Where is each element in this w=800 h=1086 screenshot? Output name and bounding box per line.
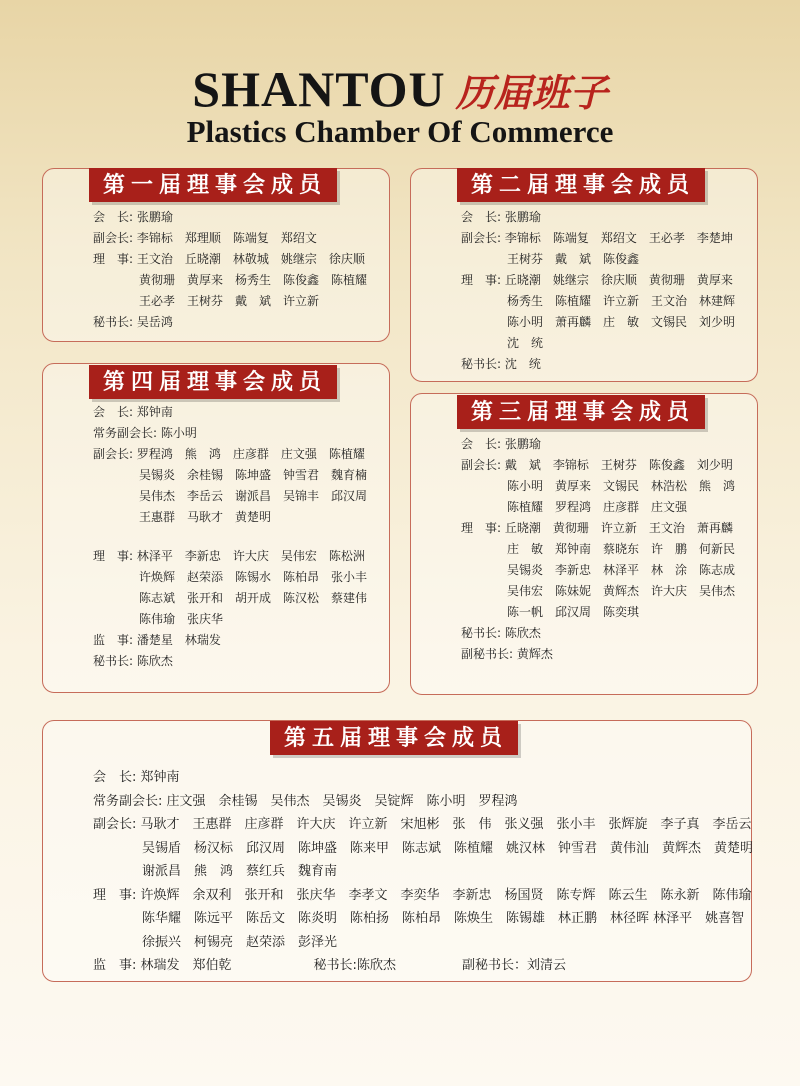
member-names: 张鹏瑜 <box>504 210 541 224</box>
member-row <box>461 623 735 644</box>
member-row <box>93 228 367 249</box>
member-names: 陈华耀 陈远平 陈岳文 陈炎明 陈柏扬 陈柏昂 陈焕生 陈锡雄 林正鹏 林径晖 林泽平 姚喜智 <box>142 911 745 926</box>
member-row <box>93 954 753 978</box>
members-term-1 <box>93 207 367 333</box>
member-names: 马耿才 王惠群 庄彦群 许大庆 许立新 宋旭彬 张 伟 张义强 张小丰 张辉旋 李子真 李岳云 <box>140 817 752 832</box>
member-names: 丘晓潮 黄彻珊 许立新 王文治 萧再麟 <box>504 521 733 535</box>
member-row <box>93 837 753 861</box>
panel-term-5 <box>42 720 752 982</box>
member-row <box>461 291 735 312</box>
member-row <box>93 931 753 955</box>
member-row <box>93 249 367 270</box>
title-line <box>0 60 800 118</box>
role-label: 理 事: <box>93 252 134 266</box>
role-label: 副会长: <box>93 231 134 245</box>
panel-term-4 <box>42 363 390 693</box>
role-label: 副会长: <box>93 817 137 832</box>
role-label: 会 长: <box>93 770 137 785</box>
member-names: 潘楚星 林瑞发 <box>136 633 221 647</box>
role-label: 会 长: <box>93 405 134 419</box>
member-row <box>93 270 367 291</box>
page-header <box>0 60 800 150</box>
member-row <box>93 588 367 609</box>
member-row <box>461 333 735 354</box>
member-row <box>461 518 735 539</box>
member-row <box>93 860 753 884</box>
member-names: 庄 敏 郑钟南 蔡晓东 许 鹏 何新民 <box>507 542 736 556</box>
role-label: 秘书长: <box>461 357 502 371</box>
member-names: 黄彻珊 黄厚来 杨秀生 陈俊鑫 陈植耀 <box>139 273 368 287</box>
member-names: 戴 斌 李锦标 王树芬 陈俊鑫 刘少明 <box>504 458 733 472</box>
member-row <box>93 884 753 908</box>
member-names: 刘清云 <box>526 958 566 973</box>
member-names: 郑钟南 <box>140 770 180 785</box>
banner-term-1: 第一届理事会成员 <box>89 168 337 202</box>
member-row <box>93 207 367 228</box>
member-row <box>461 581 735 602</box>
officer-pair <box>314 954 396 978</box>
role-label: 监 事: <box>93 958 137 973</box>
role-label: 理 事: <box>93 549 134 563</box>
role-label: 会 长: <box>93 210 134 224</box>
member-names: 黄辉杰 <box>516 647 553 661</box>
member-row <box>93 813 753 837</box>
member-names: 陈小明 萧再麟 庄 敏 文锡民 刘少明 <box>507 315 736 329</box>
member-names: 陈一帆 邱汉周 陈奕琪 <box>507 605 640 619</box>
member-names: 吴锡炎 余桂锡 陈坤盛 钟雪君 魏育楠 <box>139 468 368 482</box>
role-label: 秘书长: <box>313 958 357 973</box>
member-row <box>93 567 367 588</box>
member-names: 林瑞发 郑伯乾 <box>140 958 232 973</box>
role-label: 会 长: <box>461 437 502 451</box>
member-row <box>461 249 735 270</box>
role-label: 副会长: <box>461 231 502 245</box>
member-row <box>461 497 735 518</box>
member-names: 郑钟南 <box>136 405 173 419</box>
member-names: 陈欣杰 <box>504 626 541 640</box>
banner-term-2: 第二届理事会成员 <box>457 168 705 202</box>
panel-term-2 <box>410 168 758 382</box>
member-row <box>461 228 735 249</box>
member-row <box>461 644 735 665</box>
member-row <box>93 546 367 567</box>
member-names: 庄文强 余桂锡 吴伟杰 吴锡炎 吴锭辉 陈小明 罗程鸿 <box>166 793 518 809</box>
member-names: 陈欣杰 <box>356 958 396 973</box>
member-names: 陈小明 黄厚来 文锡民 林浩松 熊 鸿 <box>507 479 736 493</box>
member-names: 吴锡盾 杨汉标 邱汉周 陈坤盛 陈来甲 陈志斌 陈植耀 姚汉林 钟雪君 黄伟汕 黄辉杰 黄楚明 <box>142 840 754 856</box>
member-row <box>93 486 367 507</box>
panel-term-1 <box>42 168 390 342</box>
member-row <box>93 291 367 312</box>
role-label: 副秘书长: <box>461 647 514 661</box>
role-label: 会 长: <box>461 210 502 224</box>
banner-term-5: 第五届理事会成员 <box>270 721 518 755</box>
subtitle: Plastics Chamber Of Commerce <box>186 114 614 149</box>
member-row <box>93 651 367 672</box>
member-names: 陈植耀 罗程鸿 庄彦群 庄文强 <box>507 500 688 514</box>
member-row <box>461 455 735 476</box>
section-gap <box>93 528 367 546</box>
member-names: 李锦标 郑理顺 陈端复 郑绍文 <box>136 231 317 245</box>
member-names: 许焕辉 赵荣添 陈锡水 陈柏昂 张小丰 <box>139 570 368 584</box>
member-names: 谢派昌 熊 鸿 蔡红兵 魏育南 <box>142 864 338 879</box>
role-label: 理 事: <box>461 521 502 535</box>
member-names: 陈伟瑜 张庆华 <box>139 612 224 626</box>
member-row <box>93 312 367 333</box>
title-en: SHANTOU <box>192 61 446 117</box>
member-row <box>461 207 735 228</box>
member-names: 王文治 丘晓潮 林敬城 姚继宗 徐庆顺 <box>136 252 365 266</box>
role-label: 副秘书长： <box>461 958 527 973</box>
member-row <box>461 434 735 455</box>
member-names: 吴锡炎 李新忠 林泽平 林 涂 陈志成 <box>507 563 736 577</box>
member-row <box>461 270 735 291</box>
member-names: 王惠群 马耿才 黄楚明 <box>139 510 272 524</box>
member-row <box>93 402 367 423</box>
member-names: 吴伟杰 李岳云 谢派昌 吴锦丰 邱汉周 <box>139 489 368 503</box>
member-row <box>93 790 753 814</box>
member-row <box>93 609 367 630</box>
member-names: 沈 统 <box>507 336 544 350</box>
title-cn: 历届班子 <box>455 70 608 115</box>
members-term-2 <box>461 207 735 375</box>
member-names: 许焕辉 余双利 张开和 张庆华 李孝文 李奕华 李新忠 杨国贤 陈专辉 陈云生 陈永新 陈伟瑜 <box>140 887 752 903</box>
member-row <box>93 766 753 790</box>
member-row <box>93 507 367 528</box>
role-label: 常务副会长: <box>93 793 163 809</box>
banner-term-4: 第四届理事会成员 <box>89 365 337 399</box>
member-names: 王树芬 戴 斌 陈俊鑫 <box>507 252 640 266</box>
member-names: 陈欣杰 <box>136 654 173 668</box>
role-label: 常务副会长: <box>93 426 158 440</box>
member-names: 陈志斌 张开和 胡开成 陈汉松 蔡建伟 <box>139 591 368 605</box>
officer-pair <box>462 954 566 978</box>
role-label: 秘书长: <box>461 626 502 640</box>
member-row <box>93 423 367 444</box>
role-label: 理 事: <box>461 273 502 287</box>
role-label: 副会长: <box>93 447 134 461</box>
member-names: 张鹏瑜 <box>136 210 173 224</box>
members-term-3 <box>461 434 735 665</box>
member-row <box>93 444 367 465</box>
member-row <box>461 602 735 623</box>
role-label: 副会长: <box>461 458 502 472</box>
banner-term-3: 第三届理事会成员 <box>457 395 705 429</box>
member-row <box>461 312 735 333</box>
members-term-5 <box>93 766 753 978</box>
role-label: 秘书长: <box>93 315 134 329</box>
member-names: 吴岳鸿 <box>136 315 173 329</box>
member-names: 丘晓潮 姚继宗 徐庆顺 黄彻珊 黄厚来 <box>504 273 733 287</box>
member-names: 王必孝 王树芬 戴 斌 许立新 <box>139 294 320 308</box>
member-row <box>461 354 735 375</box>
member-names: 张鹏瑜 <box>504 437 541 451</box>
role-label: 秘书长: <box>93 654 134 668</box>
panel-term-3 <box>410 393 758 695</box>
member-names: 李锦标 陈端复 郑绍文 王必孝 李楚坤 <box>504 231 733 245</box>
member-names: 徐振兴 柯锡亮 赵荣添 彭泽光 <box>142 934 338 950</box>
member-row <box>461 560 735 581</box>
member-names: 吴伟宏 陈妹妮 黄辉杰 许大庆 吴伟杰 <box>507 584 736 598</box>
member-names: 罗程鸿 熊 鸿 庄彦群 庄文强 陈植耀 <box>136 447 365 461</box>
member-names: 杨秀生 陈植耀 许立新 王文治 林建辉 <box>507 294 736 308</box>
member-row <box>93 465 367 486</box>
member-names: 林泽平 李新忠 许大庆 吴伟宏 陈松洲 <box>136 549 365 563</box>
members-term-4 <box>93 402 367 672</box>
member-row <box>93 630 367 651</box>
member-row <box>461 476 735 497</box>
role-label: 理 事: <box>93 887 137 903</box>
member-row <box>461 539 735 560</box>
member-names: 沈 统 <box>504 357 541 371</box>
role-label: 监 事: <box>93 633 134 647</box>
member-row <box>93 907 753 931</box>
member-names: 陈小明 <box>160 426 197 440</box>
